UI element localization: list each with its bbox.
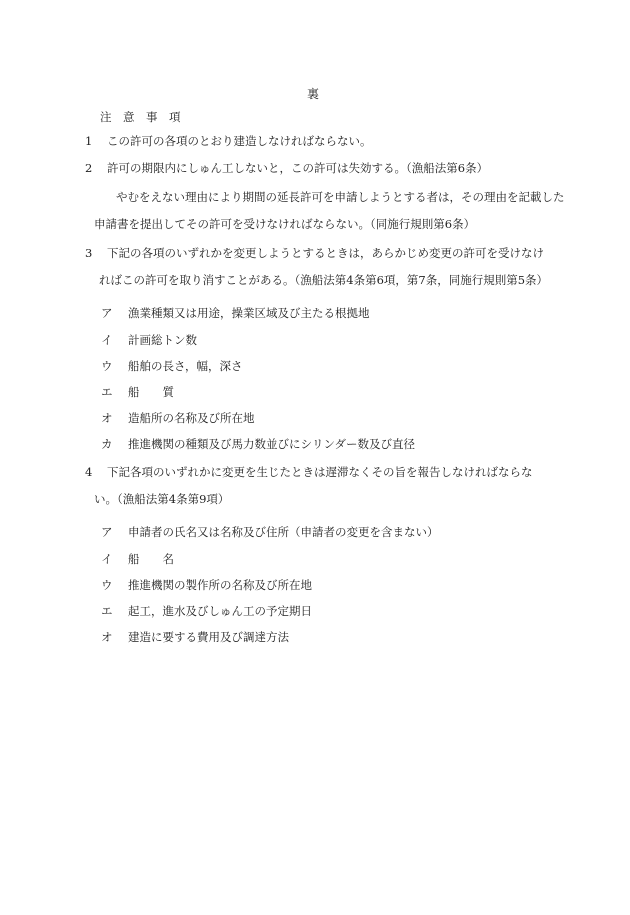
item-text: この許可の各項のとおり建造しなければならない。 <box>107 134 372 148</box>
sub-item-text: 推進機関の種類及び馬力数並びにシリンダー数及び直径 <box>128 437 416 451</box>
sub-item-label: イ <box>101 552 113 566</box>
item-number: 1 <box>85 134 93 148</box>
item-continuation: 申請書を提出してその許可を受けなければならない。（同施行規則第6条） <box>94 217 476 231</box>
sub-item-label: オ <box>101 630 113 644</box>
notes-heading: 注 意 事 項 <box>100 110 181 124</box>
side-label: 裏 <box>307 87 320 101</box>
sub-item-label: ア <box>101 525 113 539</box>
sub-item-text: 起工，進水及びしゅん工の予定期日 <box>128 604 312 618</box>
sub-item-text: 計画総トン数 <box>128 333 197 347</box>
item-number: 4 <box>85 465 93 479</box>
item-continuation: やむをえない理由により期間の延長許可を申請しようとする者は，その理由を記載した <box>116 190 565 204</box>
item-text: 許可の期限内にしゅん工しないと，この許可は失効する。（漁船法第6条） <box>107 161 489 175</box>
sub-item-label: ウ <box>101 578 113 592</box>
sub-item-text: 申請者の氏名又は名称及び住所（申請者の変更を含まない） <box>128 525 439 539</box>
item-text: 下記各項のいずれかに変更を生じたときは遅滞なくその旨を報告しなければならな <box>107 465 533 479</box>
item-number: 3 <box>85 246 93 260</box>
sub-item-label: イ <box>101 333 113 347</box>
sub-item-text: 漁業種類又は用途，操業区域及び主たる根拠地 <box>128 306 370 320</box>
item-continuation: ればこの許可を取り消すことがある。（漁船法第4条第6項，第7条，同施行規則第5条） <box>99 273 549 287</box>
sub-item-text: 船舶の長さ，幅，深さ <box>128 359 243 373</box>
sub-item-label: ア <box>101 306 113 320</box>
item-text: 下記の各項のいずれかを変更しようとするときは，あらかじめ変更の許可を受けなけ <box>107 246 544 260</box>
sub-item-text: 推進機関の製作所の名称及び所在地 <box>128 578 312 592</box>
sub-item-text: 造船所の名称及び所在地 <box>128 411 255 425</box>
sub-item-label: ウ <box>101 359 113 373</box>
item-number: 2 <box>85 161 93 175</box>
sub-item-label: カ <box>101 437 113 451</box>
sub-item-label: エ <box>101 385 113 399</box>
sub-item-label: エ <box>101 604 113 618</box>
item-continuation: い。（漁船法第4条第9項） <box>94 492 230 506</box>
sub-item-label: オ <box>101 411 113 425</box>
sub-item-text: 建造に要する費用及び調達方法 <box>128 630 289 644</box>
sub-item-text: 船 質 <box>128 385 174 399</box>
sub-item-text: 船 名 <box>128 552 174 566</box>
